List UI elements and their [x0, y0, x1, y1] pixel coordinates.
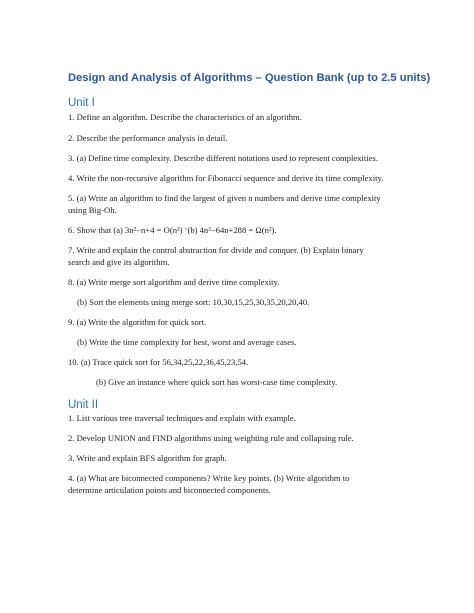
- unit-2-question-4-continued: determine articulation points and biconnected components.: [68, 485, 271, 495]
- unit-1-question-10: 10. (a) Trace quick sort for 56,34,25,22,36,45,23,54.: [68, 357, 249, 367]
- unit-1-heading: Unit I: [68, 97, 95, 109]
- unit-1-question-1: 1. Define an algorithm. Describe the characteristics of an algorithm.: [68, 112, 302, 122]
- unit-1-question-10-part-b: (b) Give an instance where quick sort has worst-case time complexity.: [96, 377, 338, 387]
- unit-2-question-2: 2. Develop UNION and FIND algorithms using weighting rule and collapsing rule.: [68, 433, 354, 443]
- unit-2-question-1: 1. List various tree traversal techniques and explain with example.: [68, 413, 296, 423]
- unit-1-question-8: 8. (a) Write merge sort algorithm and derive time complexity.: [68, 277, 280, 287]
- unit-1-question-9: 9. (a) Write the algorithm for quick sort.: [68, 317, 207, 327]
- unit-1-question-7-continued: search and give its algorithm.: [68, 257, 170, 267]
- unit-2-heading: Unit II: [68, 399, 99, 411]
- unit-1-question-3: 3. (a) Define time complexity. Describe different notations used to represent complexities.: [68, 153, 378, 163]
- unit-1-question-9-part-b: (b) Write the time complexity for best, worst and average cases.: [77, 337, 297, 347]
- unit-1-question-8-part-b: (b) Sort the elements using merge sort: 10,30,15,25,30,35,20,20,40.: [77, 297, 310, 307]
- unit-2-question-4: 4. (a) What are biconnected components? Write key points. (b) Write algorithm to: [68, 473, 350, 483]
- unit-1-question-6: 6. Show that (a) 3n²−n+4 = O(n²) ‘(b) 4n²−64n+288 = Ω(n²).: [68, 225, 277, 235]
- unit-1-question-4: 4. Write the non-recursive algorithm for Fibonacci sequence and derive its time complexity.: [68, 173, 384, 183]
- unit-1-question-5-continued: using Big-Oh.: [68, 205, 117, 215]
- unit-2-question-3: 3. Write and explain BFS algorithm for graph.: [68, 453, 227, 463]
- unit-1-question-2: 2. Describe the performance analysis in detail.: [68, 133, 228, 143]
- document-title: Design and Analysis of Algorithms – Question Bank (up to 2.5 units): [68, 72, 431, 84]
- unit-1-question-5: 5. (a) Write an algorithm to find the largest of given n numbers and derive time complexity: [68, 193, 381, 203]
- unit-1-question-7: 7. Write and explain the control abstraction for divide and conquer. (b) Explain binary: [68, 245, 364, 255]
